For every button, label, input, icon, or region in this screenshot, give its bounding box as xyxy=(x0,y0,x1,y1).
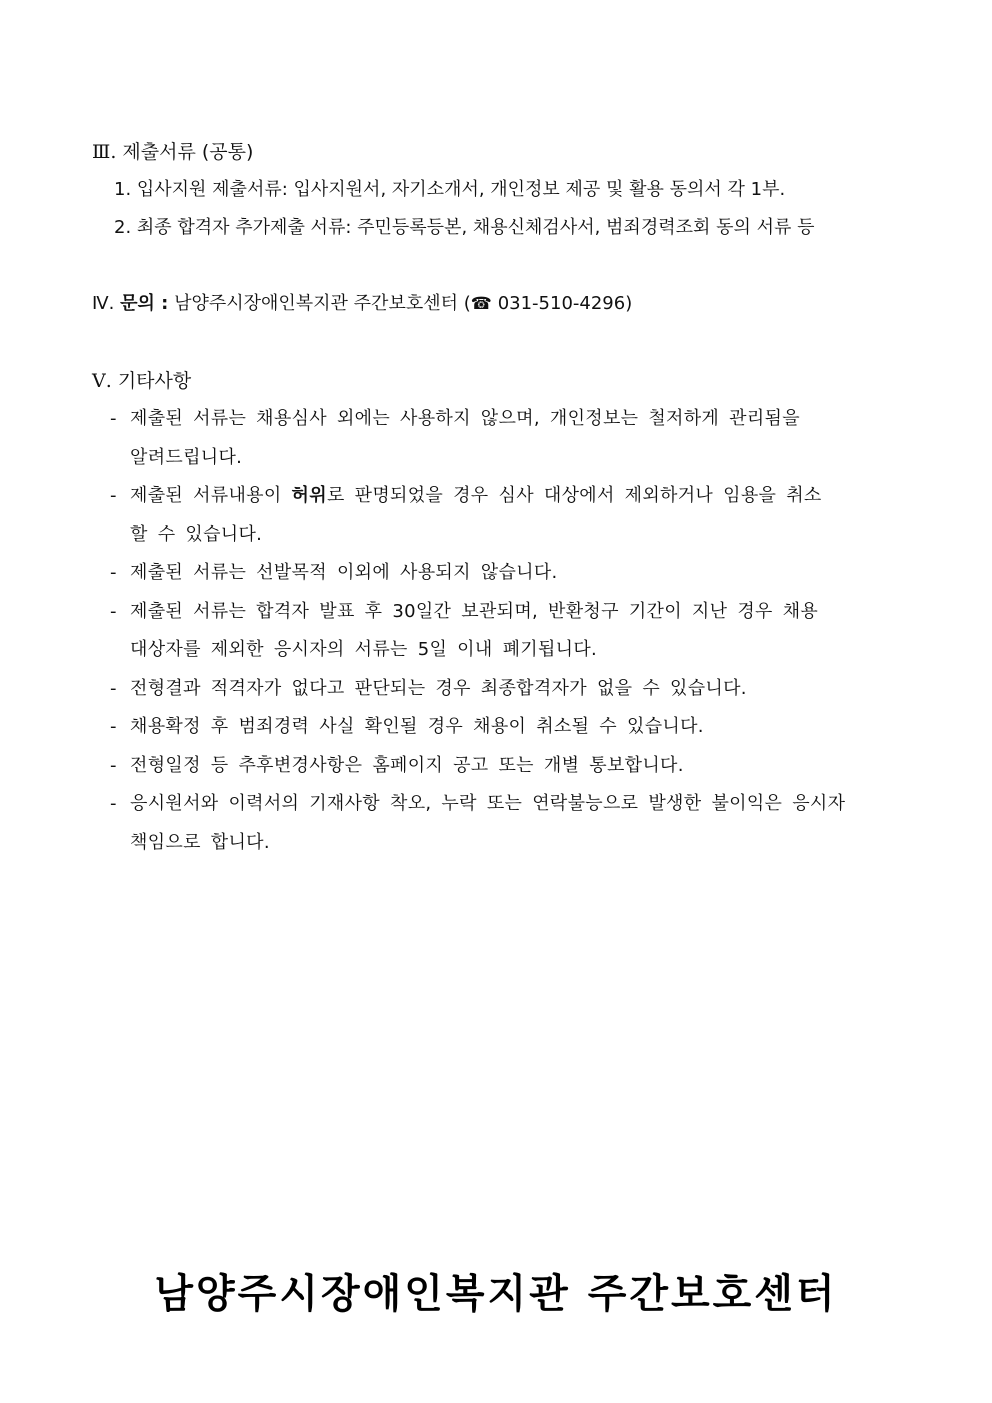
bullet-item xyxy=(92,477,912,554)
bullet-item xyxy=(92,670,912,709)
bullet-item xyxy=(92,593,912,670)
paren-close: ) xyxy=(625,293,633,314)
inquiry-label: 문의 : xyxy=(120,293,169,314)
bullet-dash: - xyxy=(110,408,117,429)
section-numeral: Ⅴ. xyxy=(92,370,112,392)
bullet-text xyxy=(130,477,904,516)
bullet-text: 할 수 있습니다. xyxy=(130,523,263,545)
bullet-dash: - xyxy=(110,600,117,622)
bullet-text: 대상자를 제외한 응시자의 서류는 5일 이내 폐기됩니다. xyxy=(130,639,598,660)
bullet-dash: - xyxy=(110,485,117,506)
section-documents xyxy=(92,133,912,247)
section-inquiry xyxy=(92,285,912,323)
bullet-text: 제출된 서류는 선발목적 이외에 사용되지 않습니다. xyxy=(130,562,558,583)
bullet-item xyxy=(92,400,912,477)
bullet-dash: - xyxy=(110,677,117,699)
footer-org-name: 남양주시장애인복지관 주간보호센터 xyxy=(154,1270,838,1317)
bullet-dash: - xyxy=(110,716,117,737)
section-title: 기타사항 xyxy=(117,370,192,392)
bullet-text-pre: 제출된 서류내용이 xyxy=(130,485,292,506)
bullet-item xyxy=(92,785,912,862)
phone-number: 031-510-4296 xyxy=(497,293,626,314)
section-other xyxy=(92,362,912,862)
org-name: 남양주시장애인복지관 주간보호센터 xyxy=(174,293,458,314)
section-numeral: Ⅳ. xyxy=(92,293,115,314)
list-item: 1. 입사지원 제출서류: 입사지원서, 자기소개서, 개인정보 제공 및 활용 동의서 각 1부. xyxy=(114,179,786,200)
bullet-dash: - xyxy=(110,754,117,776)
contact-line xyxy=(92,285,912,323)
section-title: 제출서류 (공통) xyxy=(122,141,254,163)
bullet-text-post: 로 판명되었을 경우 심사 대상에서 제외하거나 임용을 취소 xyxy=(326,485,822,506)
bullet-item xyxy=(92,708,912,747)
section-heading xyxy=(92,362,912,400)
bullet-item xyxy=(92,747,912,786)
emphasis-false: 허위 xyxy=(291,485,327,506)
bullet-dash: - xyxy=(110,793,117,814)
paren-open: ( xyxy=(463,293,471,314)
bullet-text: 제출된 서류는 합격자 발표 후 30일간 보관되며, 반환청구 기간이 지난 경우 채용 xyxy=(130,600,819,622)
section-numeral: Ⅲ. xyxy=(92,141,117,163)
phone-icon: ☎ xyxy=(470,294,492,314)
bullet-text: 알려드립니다. xyxy=(130,446,243,468)
bullet-text: 전형결과 적격자가 없다고 판단되는 경우 최종합격자가 없을 수 있습니다. xyxy=(130,677,747,699)
bullet-text: 제출된 서류는 채용심사 외에는 사용하지 않으며, 개인정보는 철저하게 관리됨을 xyxy=(130,408,800,429)
bullet-dash: - xyxy=(110,562,117,583)
bullet-text: 채용확정 후 범죄경력 사실 확인될 경우 채용이 취소될 수 있습니다. xyxy=(130,716,704,737)
section-heading xyxy=(92,133,912,171)
bullet-item xyxy=(92,554,912,593)
bullet-text: 전형일정 등 추후변경사항은 홈페이지 공고 또는 개별 통보합니다. xyxy=(130,754,684,776)
list-item: 2. 최종 합격자 추가제출 서류: 주민등록등본, 채용신체검사서, 범죄경력조회 동의 서류 등 xyxy=(114,217,815,238)
bullet-text: 응시원서와 이력서의 기재사항 착오, 누락 또는 연락불능으로 발생한 불이익은 응시자 xyxy=(130,793,846,814)
bullet-text: 책임으로 합니다. xyxy=(130,831,270,853)
